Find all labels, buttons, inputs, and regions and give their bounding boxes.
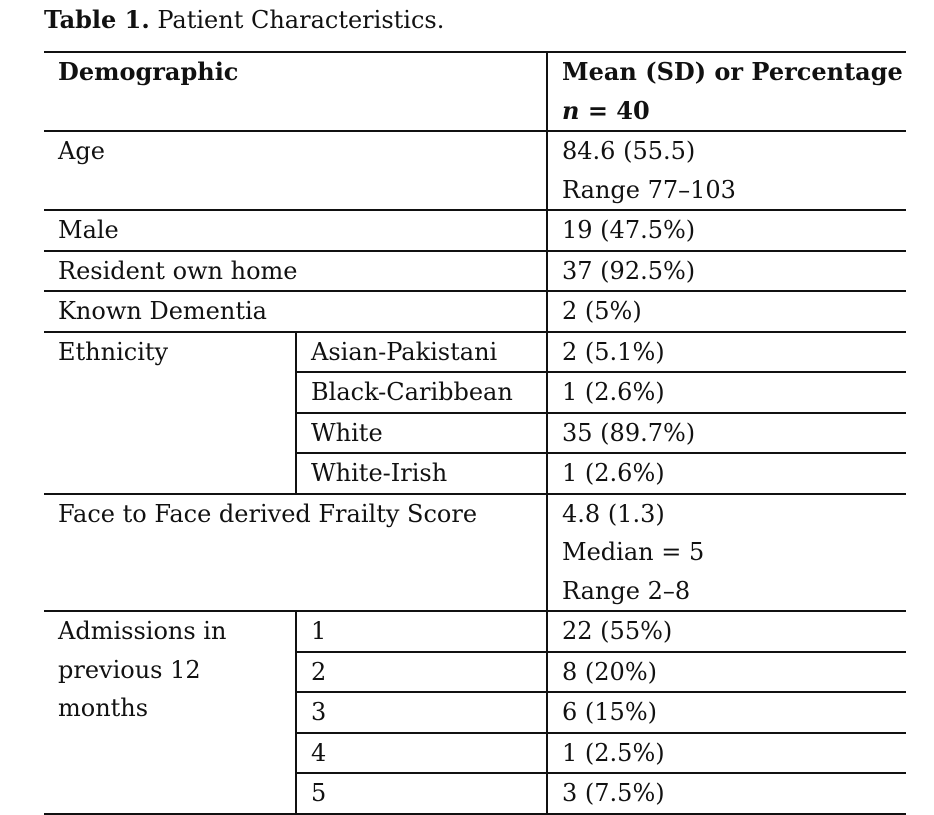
admissions-count: 1 (296, 611, 547, 652)
table-caption (44, 5, 444, 35)
ethnicity-group: White (296, 413, 547, 454)
admissions-count: 3 (296, 692, 547, 733)
table-caption-label: Table 1. (44, 5, 150, 34)
header-mean-sd-label: Mean (SD) or Percentage (562, 57, 903, 86)
admissions-count: 5 (296, 773, 547, 814)
header-n-symbol: n (562, 95, 580, 125)
ethnicity-value: 35 (89.7%) (547, 413, 906, 454)
row-value-age (547, 131, 906, 210)
table-caption-title: Patient Characteristics. (157, 6, 445, 34)
table-row-ethnicity (44, 332, 906, 373)
row-value-frailty (547, 494, 906, 612)
admissions-label-line: months (58, 694, 149, 722)
row-label-age: Age (58, 137, 105, 165)
admissions-label-line: previous 12 (58, 655, 201, 684)
ethnicity-group: Asian-Pakistani (296, 332, 547, 373)
table-header-row (44, 52, 906, 131)
row-label-frailty: Face to Face derived Frailty Score (58, 499, 478, 528)
patient-characteristics-table (44, 51, 906, 815)
table-row-age (44, 131, 906, 210)
frailty-mean-sd: 4.8 (1.3) (562, 499, 665, 528)
row-label-male: Male (58, 216, 119, 244)
table-row-resident (44, 251, 906, 292)
ethnicity-group: White-Irish (296, 453, 547, 494)
age-mean-sd: 84.6 (55.5) (562, 137, 696, 165)
row-label-admissions (44, 611, 296, 814)
row-value-dementia: 2 (5%) (547, 291, 906, 332)
table-row-frailty (44, 494, 906, 612)
ethnicity-group: Black-Caribbean (296, 372, 547, 413)
frailty-median: Median = 5 (562, 538, 705, 566)
table-row-admissions (44, 611, 906, 652)
table-row-dementia (44, 291, 906, 332)
admissions-label-line: Admissions in (58, 617, 227, 645)
admissions-count: 4 (296, 733, 547, 774)
table-row-male (44, 210, 906, 251)
age-range: Range 77–103 (562, 175, 736, 204)
row-label-dementia: Known Dementia (58, 297, 267, 325)
row-label-resident: Resident own home (58, 256, 298, 285)
row-label-ethnicity: Ethnicity (58, 337, 169, 366)
header-demographic: Demographic (58, 57, 239, 86)
frailty-range: Range 2–8 (562, 576, 691, 605)
ethnicity-value: 2 (5.1%) (547, 332, 906, 373)
admissions-value: 8 (20%) (547, 652, 906, 693)
ethnicity-value: 1 (2.6%) (547, 453, 906, 494)
row-value-resident: 37 (92.5%) (547, 251, 906, 292)
header-n-value: = 40 (587, 95, 650, 125)
header-sample-size (562, 92, 906, 131)
admissions-value: 1 (2.5%) (547, 733, 906, 774)
ethnicity-value: 1 (2.6%) (547, 372, 906, 413)
admissions-value: 3 (7.5%) (547, 773, 906, 814)
header-mean-sd (547, 52, 906, 131)
admissions-value: 6 (15%) (547, 692, 906, 733)
row-value-male: 19 (47.5%) (547, 210, 906, 251)
admissions-value: 22 (55%) (547, 611, 906, 652)
admissions-count: 2 (296, 652, 547, 693)
